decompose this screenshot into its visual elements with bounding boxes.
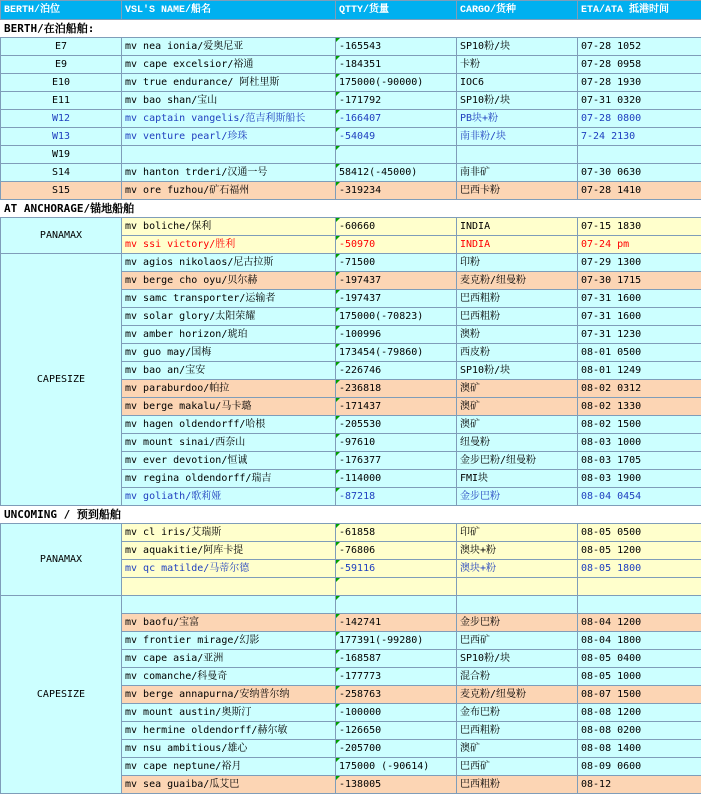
cargo-cell[interactable]: 巴西矿 [457, 632, 578, 650]
cargo-cell[interactable]: 巴西粗粉 [457, 290, 578, 308]
berth-cell[interactable]: S15 [1, 182, 122, 200]
eta-cell[interactable]: 08-05 1800 [578, 560, 701, 578]
cargo-cell[interactable]: SP10粉/块 [457, 92, 578, 110]
eta-cell[interactable]: 07-30 0630 [578, 164, 701, 182]
cargo-cell[interactable]: 金步巴粉 [457, 488, 578, 506]
eta-cell[interactable]: 7-24 2130 [578, 128, 701, 146]
eta-cell[interactable]: 07-28 0958 [578, 56, 701, 74]
quantity-cell[interactable]: -197437 [336, 272, 457, 290]
vessel-name-cell[interactable]: mv berge annapurna/安纳普尔纳 [122, 686, 336, 704]
cargo-cell[interactable] [457, 578, 578, 596]
vessel-name-cell[interactable] [122, 578, 336, 596]
table-row [1, 74, 701, 92]
eta-cell[interactable]: 07-30 1715 [578, 272, 701, 290]
vessel-name-cell[interactable]: mv bao an/宝安 [122, 362, 336, 380]
section-title-berth: BERTH/在泊船舶: [1, 20, 701, 38]
cargo-cell[interactable]: 澳矿 [457, 740, 578, 758]
eta-cell[interactable] [578, 146, 701, 164]
cargo-cell[interactable]: 澳矿 [457, 398, 578, 416]
quantity-cell[interactable]: -197437 [336, 290, 457, 308]
cargo-cell[interactable]: 金布巴粉 [457, 704, 578, 722]
berth-cell[interactable]: W19 [1, 146, 122, 164]
vessel-class-label: CAPESIZE [1, 596, 122, 794]
vessel-name-cell[interactable]: mv mount austin/奥斯汀 [122, 704, 336, 722]
vessel-name-cell[interactable]: mv cape excelsior/裕通 [122, 56, 336, 74]
vessel-name-cell[interactable]: mv mount sinai/西奈山 [122, 434, 336, 452]
quantity-cell[interactable] [336, 146, 457, 164]
header-cargo: CARGO/货种 [457, 1, 578, 20]
header-eta: ETA/ATA 抵港时间 [578, 1, 701, 20]
vessel-name-cell[interactable]: mv hanton trderi/汉通一号 [122, 164, 336, 182]
vessel-class-label: CAPESIZE [1, 254, 122, 506]
cargo-cell[interactable]: 澳矿 [457, 380, 578, 398]
table-row [1, 92, 701, 110]
eta-cell[interactable]: 08-07 1500 [578, 686, 701, 704]
cargo-cell[interactable]: 巴西粗粉 [457, 776, 578, 794]
vessel-name-cell[interactable]: mv guo may/国梅 [122, 344, 336, 362]
quantity-cell[interactable]: -226746 [336, 362, 457, 380]
eta-cell[interactable]: 07-28 0800 [578, 110, 701, 128]
eta-cell[interactable]: 07-24 pm [578, 236, 701, 254]
cargo-cell[interactable] [457, 146, 578, 164]
cargo-cell[interactable]: 澳矿 [457, 416, 578, 434]
cargo-cell[interactable]: 卡粉 [457, 56, 578, 74]
eta-cell[interactable]: 08-05 0400 [578, 650, 701, 668]
cargo-cell[interactable]: 金步巴粉 [457, 614, 578, 632]
vessel-name-cell[interactable]: mv aquakitie/阿库卡提 [122, 542, 336, 560]
vessel-name-cell[interactable]: mv boliche/保利 [122, 218, 336, 236]
quantity-cell[interactable]: -205700 [336, 740, 457, 758]
eta-cell[interactable]: 08-04 0454 [578, 488, 701, 506]
vessel-name-cell[interactable]: mv berge makalu/马卡璐 [122, 398, 336, 416]
berth-cell[interactable]: E9 [1, 56, 122, 74]
cargo-cell[interactable] [457, 596, 578, 614]
table-row [1, 128, 701, 146]
eta-cell[interactable]: 08-05 1200 [578, 542, 701, 560]
quantity-cell[interactable]: -142741 [336, 614, 457, 632]
vessel-name-cell[interactable]: mv paraburdoo/帕拉 [122, 380, 336, 398]
section-anchorage-title-row [1, 200, 701, 218]
eta-cell[interactable]: 08-05 0500 [578, 524, 701, 542]
section-title-anchorage: AT ANCHORAGE/锚地船舶 [1, 200, 701, 218]
eta-cell[interactable]: 07-31 0320 [578, 92, 701, 110]
quantity-cell[interactable]: -319234 [336, 182, 457, 200]
eta-cell[interactable]: 07-31 1600 [578, 308, 701, 326]
quantity-cell[interactable]: 177391(-99280) [336, 632, 457, 650]
table-row [1, 254, 701, 272]
vessel-name-cell[interactable]: mv bao shan/宝山 [122, 92, 336, 110]
vessel-name-cell[interactable]: mv amber horizon/琥珀 [122, 326, 336, 344]
eta-cell[interactable]: 07-31 1600 [578, 290, 701, 308]
cargo-cell[interactable]: 金步巴粉/纽曼粉 [457, 452, 578, 470]
eta-cell[interactable]: 08-05 1000 [578, 668, 701, 686]
eta-cell[interactable]: 08-01 0500 [578, 344, 701, 362]
quantity-cell[interactable]: -184351 [336, 56, 457, 74]
quantity-cell[interactable]: -50970 [336, 236, 457, 254]
vessel-name-cell[interactable] [122, 146, 336, 164]
eta-cell[interactable]: 08-03 1900 [578, 470, 701, 488]
eta-cell[interactable] [578, 596, 701, 614]
cargo-cell[interactable]: 巴西粗粉 [457, 722, 578, 740]
eta-cell[interactable]: 08-03 1000 [578, 434, 701, 452]
quantity-cell[interactable]: -166407 [336, 110, 457, 128]
quantity-cell[interactable]: -177773 [336, 668, 457, 686]
section-title-upcoming: UNCOMING / 预到船舶 [1, 506, 701, 524]
header-vessel-name: VSL'S NAME/船名 [122, 1, 336, 20]
vessel-name-cell[interactable]: mv baofu/宝富 [122, 614, 336, 632]
eta-cell[interactable]: 08-08 0200 [578, 722, 701, 740]
vessel-name-cell[interactable]: mv cape asia/亚洲 [122, 650, 336, 668]
quantity-cell[interactable]: 175000(-70823) [336, 308, 457, 326]
eta-cell[interactable]: 07-28 1052 [578, 38, 701, 56]
quantity-cell[interactable]: -138005 [336, 776, 457, 794]
vessel-name-cell[interactable]: mv cape neptune/裕月 [122, 758, 336, 776]
eta-cell[interactable]: 08-02 1500 [578, 416, 701, 434]
berth-cell[interactable]: E10 [1, 74, 122, 92]
eta-cell[interactable]: 08-04 1200 [578, 614, 701, 632]
vessel-name-cell[interactable]: mv venture pearl/珍珠 [122, 128, 336, 146]
table-row [1, 38, 701, 56]
eta-cell[interactable]: 08-08 1200 [578, 704, 701, 722]
schedule-body [1, 20, 701, 794]
vessel-name-cell[interactable]: mv nsu ambitious/雄心 [122, 740, 336, 758]
vessel-class-label: PANAMAX [1, 218, 122, 254]
quantity-cell[interactable] [336, 578, 457, 596]
vessel-name-cell[interactable]: mv qc matilde/马蒂尔德 [122, 560, 336, 578]
cargo-cell[interactable]: 印粉 [457, 254, 578, 272]
quantity-cell[interactable]: -100996 [336, 326, 457, 344]
quantity-cell[interactable]: -61858 [336, 524, 457, 542]
cargo-cell[interactable]: 印矿 [457, 524, 578, 542]
vessel-name-cell[interactable]: mv hermine oldendorff/赫尔敏 [122, 722, 336, 740]
table-row [1, 110, 701, 128]
header-quantity: QTTY/货量 [336, 1, 457, 20]
cargo-cell[interactable]: 巴西粗粉 [457, 308, 578, 326]
quantity-cell[interactable]: -168587 [336, 650, 457, 668]
cargo-cell[interactable]: SP10粉/块 [457, 362, 578, 380]
cargo-cell[interactable]: PB块+粉 [457, 110, 578, 128]
quantity-cell[interactable]: 58412(-45000) [336, 164, 457, 182]
quantity-cell[interactable]: -54049 [336, 128, 457, 146]
table-row [1, 596, 701, 614]
quantity-cell[interactable]: -176377 [336, 452, 457, 470]
eta-cell[interactable] [578, 578, 701, 596]
quantity-cell[interactable]: -126650 [336, 722, 457, 740]
berth-cell[interactable]: S14 [1, 164, 122, 182]
vessel-name-cell[interactable]: mv nea ionia/爱奥尼亚 [122, 38, 336, 56]
vessel-name-cell[interactable]: mv true endurance/ 阿杜里斯 [122, 74, 336, 92]
vessel-name-cell[interactable]: mv regina oldendorff/瑞吉 [122, 470, 336, 488]
eta-cell[interactable]: 08-04 1800 [578, 632, 701, 650]
vessel-name-cell[interactable]: mv sea guaiba/瓜艾巴 [122, 776, 336, 794]
vessel-name-cell[interactable]: mv captain vangelis/范吉利斯船长 [122, 110, 336, 128]
eta-cell[interactable]: 07-28 1930 [578, 74, 701, 92]
vessel-name-cell[interactable]: mv ore fuzhou/矿石福州 [122, 182, 336, 200]
cargo-cell[interactable]: 南非粉/块 [457, 128, 578, 146]
quantity-cell[interactable]: -76806 [336, 542, 457, 560]
berth-cell[interactable]: E7 [1, 38, 122, 56]
quantity-cell[interactable]: -171792 [336, 92, 457, 110]
cargo-cell[interactable]: 巴西卡粉 [457, 182, 578, 200]
eta-cell[interactable]: 08-09 0600 [578, 758, 701, 776]
eta-cell[interactable]: 08-12 [578, 776, 701, 794]
quantity-cell[interactable] [336, 596, 457, 614]
eta-cell[interactable]: 07-15 1830 [578, 218, 701, 236]
quantity-cell[interactable]: -171437 [336, 398, 457, 416]
table-row [1, 524, 701, 542]
quantity-cell[interactable]: 175000(-90000) [336, 74, 457, 92]
eta-cell[interactable]: 07-29 1300 [578, 254, 701, 272]
table-row [1, 146, 701, 164]
vessel-name-cell[interactable]: mv agios nikolaos/尼古拉斯 [122, 254, 336, 272]
table-row [1, 182, 701, 200]
cargo-cell[interactable]: 麦克粉/纽曼粉 [457, 686, 578, 704]
vessel-name-cell[interactable]: mv samc transporter/运输者 [122, 290, 336, 308]
quantity-cell[interactable]: -100000 [336, 704, 457, 722]
header-row [1, 1, 701, 20]
berth-cell[interactable]: W13 [1, 128, 122, 146]
cargo-cell[interactable]: 巴西矿 [457, 758, 578, 776]
section-upcoming-title-row [1, 506, 701, 524]
eta-cell[interactable]: 08-02 1330 [578, 398, 701, 416]
quantity-cell[interactable]: -205530 [336, 416, 457, 434]
eta-cell[interactable]: 08-02 0312 [578, 380, 701, 398]
quantity-cell[interactable]: -59116 [336, 560, 457, 578]
vessel-name-cell[interactable]: mv solar glory/太阳荣耀 [122, 308, 336, 326]
cargo-cell[interactable]: INDIA [457, 236, 578, 254]
quantity-cell[interactable]: -71500 [336, 254, 457, 272]
vessel-class-label: PANAMAX [1, 524, 122, 596]
vessel-name-cell[interactable]: mv frontier mirage/幻影 [122, 632, 336, 650]
cargo-cell[interactable]: SP10粉/块 [457, 650, 578, 668]
quantity-cell[interactable]: -165543 [336, 38, 457, 56]
vessel-name-cell[interactable]: mv goliath/歌莉娅 [122, 488, 336, 506]
quantity-cell[interactable]: -97610 [336, 434, 457, 452]
berth-cell[interactable]: W12 [1, 110, 122, 128]
vessel-name-cell[interactable]: mv berge cho oyu/贝尔赫 [122, 272, 336, 290]
eta-cell[interactable]: 08-08 1400 [578, 740, 701, 758]
vessel-name-cell[interactable]: mv ssi victory/胜利 [122, 236, 336, 254]
quantity-cell[interactable]: -258763 [336, 686, 457, 704]
eta-cell[interactable]: 08-03 1705 [578, 452, 701, 470]
cargo-cell[interactable]: 澳块+粉 [457, 560, 578, 578]
quantity-cell[interactable]: -236818 [336, 380, 457, 398]
cargo-cell[interactable]: SP10粉/块 [457, 38, 578, 56]
cargo-cell[interactable]: 纽曼粉 [457, 434, 578, 452]
vessel-name-cell[interactable]: mv cl iris/艾瑞斯 [122, 524, 336, 542]
eta-cell[interactable]: 07-28 1410 [578, 182, 701, 200]
berth-cell[interactable]: E11 [1, 92, 122, 110]
cargo-cell[interactable]: 混合粉 [457, 668, 578, 686]
cargo-cell[interactable]: INDIA [457, 218, 578, 236]
table-row [1, 56, 701, 74]
quantity-cell[interactable]: 175000 (-90614) [336, 758, 457, 776]
table-row [1, 164, 701, 182]
cargo-cell[interactable]: 西皮粉 [457, 344, 578, 362]
cargo-cell[interactable]: 澳块+粉 [457, 542, 578, 560]
vessel-name-cell[interactable]: mv hagen oldendorff/哈根 [122, 416, 336, 434]
quantity-cell[interactable]: 173454(-79860) [336, 344, 457, 362]
vessel-name-cell[interactable] [122, 596, 336, 614]
quantity-cell[interactable]: -87218 [336, 488, 457, 506]
cargo-cell[interactable]: 南非矿 [457, 164, 578, 182]
cargo-cell[interactable]: 澳粉 [457, 326, 578, 344]
table-row [1, 218, 701, 236]
cargo-cell[interactable]: IOC6 [457, 74, 578, 92]
cargo-cell[interactable]: FMI块 [457, 470, 578, 488]
vessel-name-cell[interactable]: mv ever devotion/恒诚 [122, 452, 336, 470]
eta-cell[interactable]: 07-31 1230 [578, 326, 701, 344]
quantity-cell[interactable]: -60660 [336, 218, 457, 236]
vessel-name-cell[interactable]: mv comanche/科曼奇 [122, 668, 336, 686]
section-berth-title-row [1, 20, 701, 38]
header-berth: BERTH/泊位 [1, 1, 122, 20]
cargo-cell[interactable]: 麦克粉/纽曼粉 [457, 272, 578, 290]
eta-cell[interactable]: 08-01 1249 [578, 362, 701, 380]
quantity-cell[interactable]: -114000 [336, 470, 457, 488]
